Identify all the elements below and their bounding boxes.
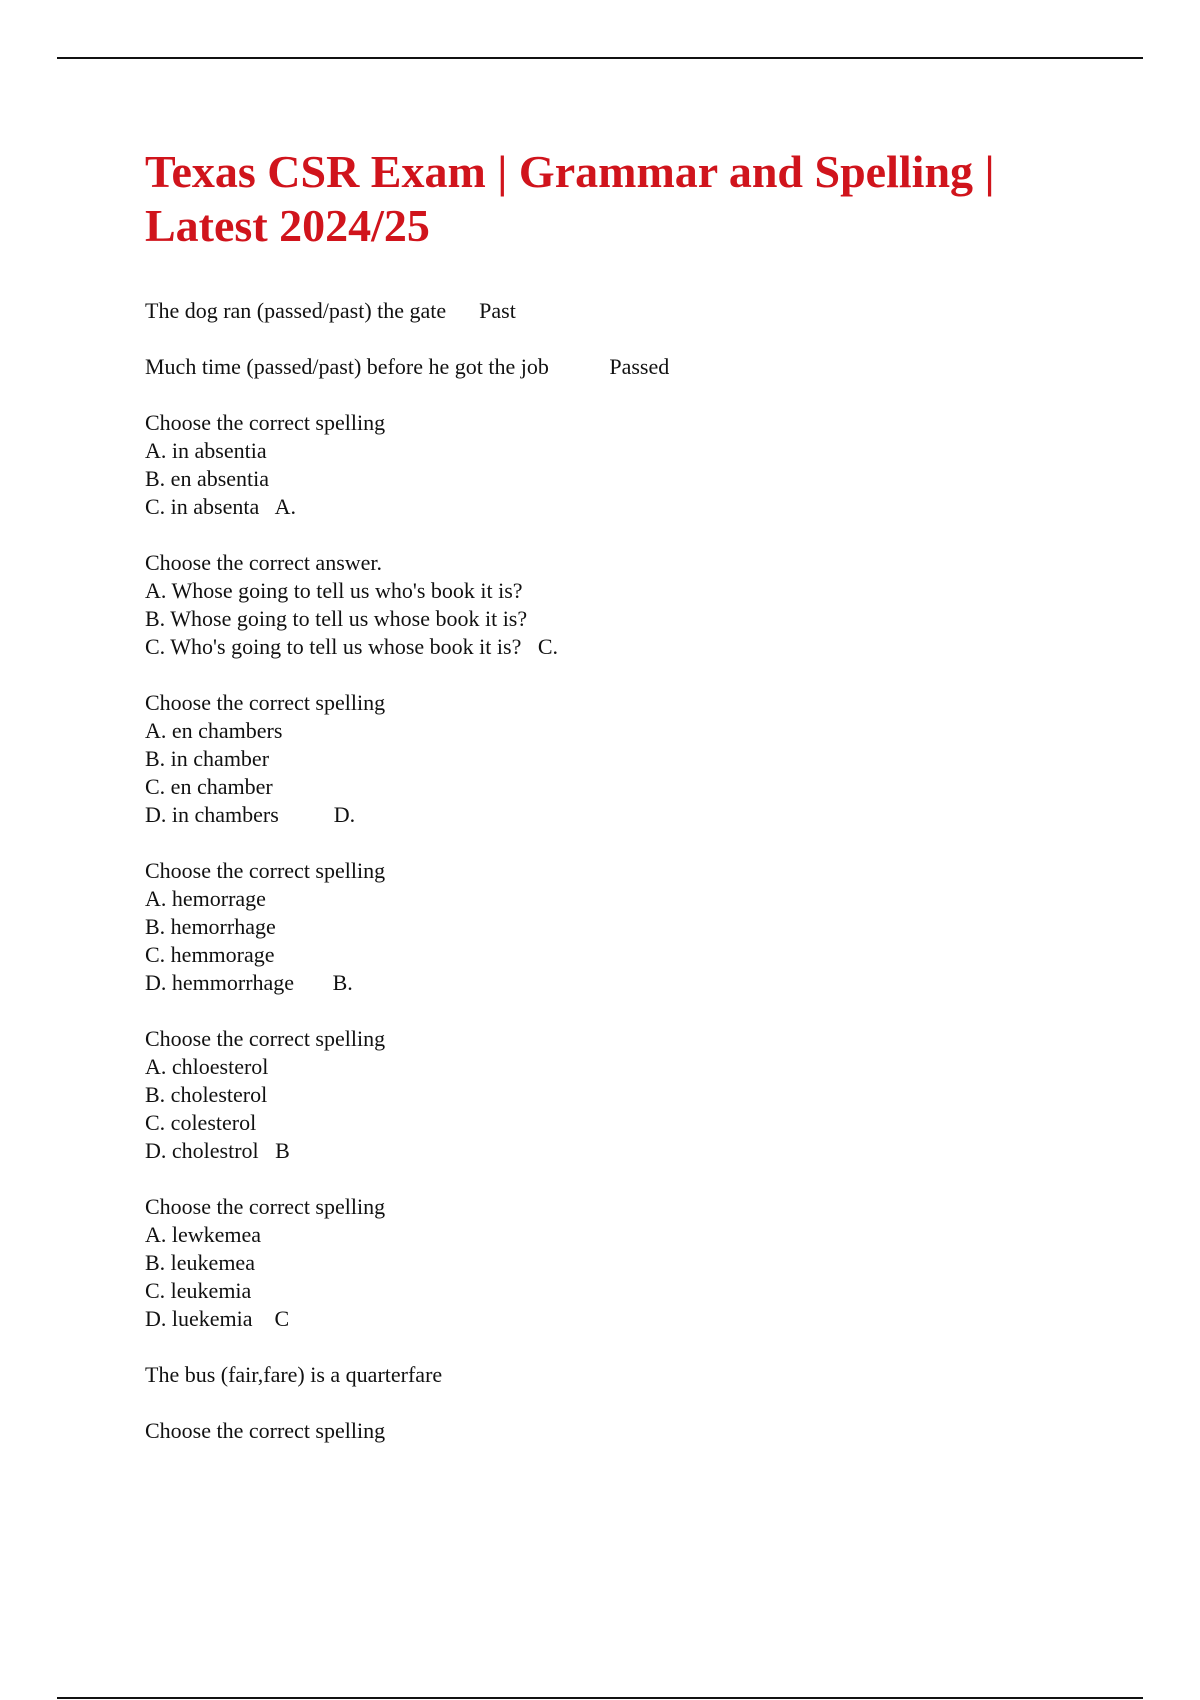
question-answer: A. (274, 494, 296, 519)
question-line (145, 353, 1105, 381)
question-answer: Past (479, 298, 516, 323)
question-prompt: Choose the correct spelling (145, 1026, 386, 1051)
option-a: A. lewkemea (145, 1222, 262, 1247)
question-4 (145, 549, 1105, 661)
question-prompt: Choose the correct answer. (145, 550, 383, 575)
option-line (145, 1137, 1105, 1165)
option-line (145, 801, 1105, 829)
option-line (145, 1305, 1105, 1333)
question-10 (145, 1417, 1105, 1445)
question-prompt: Choose the correct spelling (145, 1194, 386, 1219)
option-c: C. Who's going to tell us whose book it is? (145, 634, 522, 659)
option-c: C. leukemia (145, 1278, 252, 1303)
question-list (145, 297, 1105, 1445)
option-b: B. cholesterol (145, 1082, 268, 1107)
question-answer: C. (537, 634, 559, 659)
bottom-rule (57, 1697, 1143, 1699)
question-prompt: The dog ran (passed/past) the gate (145, 298, 447, 323)
question-prompt: Choose the correct spelling (145, 410, 386, 435)
question-9 (145, 1361, 1105, 1389)
option-a: A. in absentia (145, 438, 267, 463)
question-prompt: The bus (fair,fare) is a quarter (145, 1362, 408, 1387)
question-prompt: Much time (passed/past) before he got the job (145, 354, 549, 379)
top-rule (57, 57, 1143, 59)
option-a: A. chloesterol (145, 1054, 269, 1079)
document-title: Texas CSR Exam | Grammar and Spelling | Latest 2024/25 (145, 146, 995, 251)
question-2 (145, 353, 1105, 381)
option-c: C. colesterol (145, 1110, 257, 1135)
option-b: B. leukemea (145, 1250, 255, 1275)
question-1 (145, 297, 1105, 325)
option-b: B. Whose going to tell us whose book it is? (145, 606, 528, 631)
option-a: A. hemorrage (145, 886, 266, 911)
question-prompt: Choose the correct spelling (145, 690, 386, 715)
question-answer: D. (333, 802, 356, 827)
option-c: C. hemmorage (145, 942, 275, 967)
question-5 (145, 689, 1105, 829)
question-line (145, 297, 1105, 325)
question-8 (145, 1193, 1105, 1333)
option-c: C. in absenta (145, 494, 260, 519)
question-answer: fare (407, 1362, 443, 1387)
question-6 (145, 857, 1105, 997)
page-content (145, 145, 1105, 1473)
question-prompt: Choose the correct spelling (145, 858, 386, 883)
option-a: A. Whose going to tell us who's book it is? (145, 578, 523, 603)
option-c: C. en chamber (145, 774, 273, 799)
option-d: D. in chambers (145, 802, 279, 827)
option-d: D. luekemia (145, 1306, 253, 1331)
question-prompt: Choose the correct spelling (145, 1418, 386, 1443)
question-answer: C (274, 1306, 290, 1331)
option-line (145, 969, 1105, 997)
option-b: B. en absentia (145, 466, 270, 491)
question-answer: B (275, 1138, 290, 1163)
option-a: A. en chambers (145, 718, 283, 743)
option-line (145, 493, 1105, 521)
question-7 (145, 1025, 1105, 1165)
option-b: B. hemorrhage (145, 914, 276, 939)
question-line (145, 1361, 1105, 1389)
question-answer: B. (332, 970, 353, 995)
question-answer: Passed (609, 354, 670, 379)
option-b: B. in chamber (145, 746, 270, 771)
option-line (145, 633, 1105, 661)
question-3 (145, 409, 1105, 521)
option-d: D. cholestrol (145, 1138, 259, 1163)
option-d: D. hemmorrhage (145, 970, 295, 995)
